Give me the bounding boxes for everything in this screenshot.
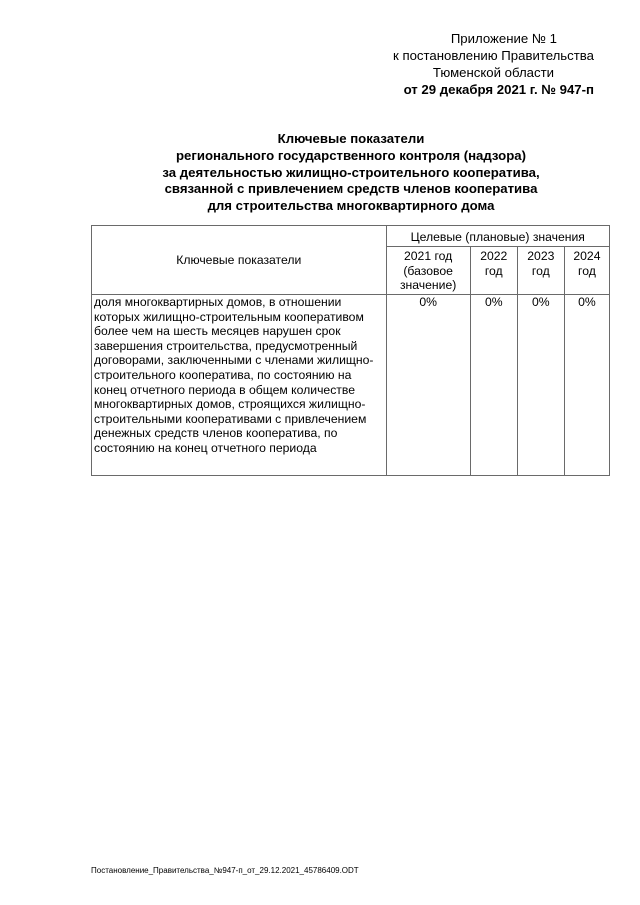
header-year-2023: 2023 год [517, 247, 564, 295]
header-year-2024: 2024 год [564, 247, 609, 295]
appendix-block [334, 30, 594, 98]
header-year-2021: 2021 год (базовое значение) [386, 247, 470, 295]
title-line: Ключевые показатели [277, 131, 425, 146]
title-line: за деятельностью жилищно-строительного кооператива, [162, 164, 540, 180]
footer-filename: Постановление_Правительства_№947-п_от_29.12.2021_45786409.ODT [91, 866, 359, 875]
appendix-number: Приложение № 1 [450, 31, 557, 46]
header-year-2022: 2022 год [470, 247, 517, 295]
value-2024: 0% [564, 295, 609, 476]
indicator-description: доля многоквартирных домов, в отношении которых жилищно-строительным кооперативом более чем на шесть месяцев нарушен срок завершения строительства, предусмотренный договорами, заключенными с членами жилищно-строительного кооператива, по состоянию на конец отчетного периода в общем количестве многоквартирных домов, строящихся жилищно-строительными кооперативами с привлечением денежных средств членов кооператива, по состоянию на конец отчетного периода [92, 295, 387, 476]
value-2021: 0% [386, 295, 470, 476]
title-line: регионального государственного контроля (надзора) [176, 147, 526, 163]
document-title [92, 131, 610, 215]
appendix-region: Тюменской области [432, 65, 554, 80]
title-line: для строительства многоквартирного дома [207, 198, 495, 214]
appendix-decree-ref: к постановлению Правительства [393, 48, 594, 63]
title-line: связанной с привлечением средств членов кооператива [164, 181, 538, 197]
value-2022: 0% [470, 295, 517, 476]
table-header-row [92, 226, 610, 247]
header-target-values: Целевые (плановые) значения [386, 226, 609, 247]
table-row [92, 295, 610, 476]
indicators-table [91, 225, 610, 476]
appendix-date: от 29 декабря 2021 г. № 947-п [403, 82, 594, 97]
value-2023: 0% [517, 295, 564, 476]
header-indicators: Ключевые показатели [92, 226, 387, 295]
